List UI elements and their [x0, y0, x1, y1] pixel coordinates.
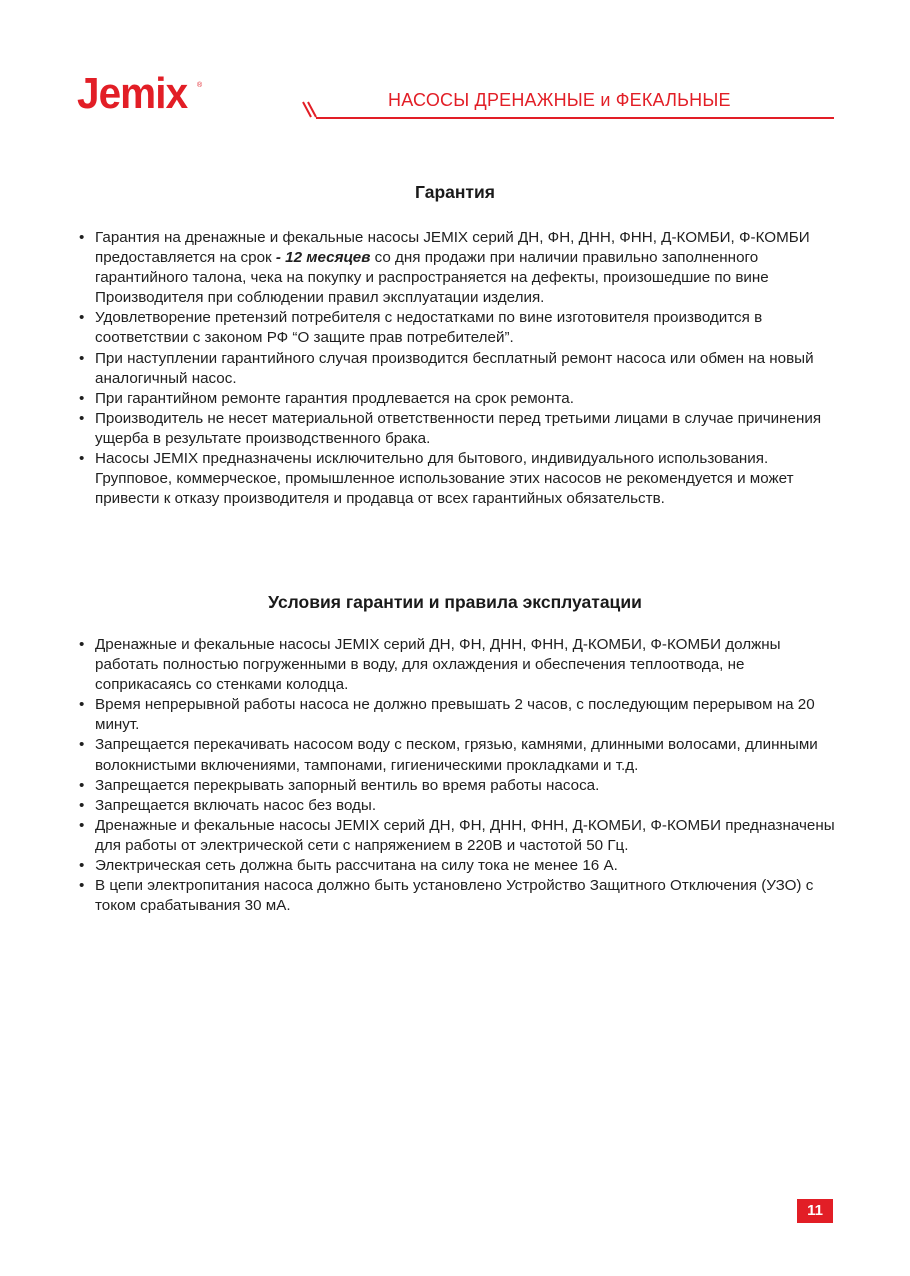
- list-item: • Дренажные и фекальные насосы JEMIX серий ДН, ФН, ДНН, ФНН, Д-КОМБИ, Ф-КОМБИ должны работать полностью погруженными в воду, для охлаждения и обеспечения теплоотвода, не соприкасаясь со стенками колодца.: [95, 635, 845, 695]
- list-item: • Запрещается включать насос без воды.: [95, 796, 845, 816]
- list-item: • При наступлении гарантийного случая производится бесплатный ремонт насоса или обмен на новый аналогичный насос.: [95, 349, 845, 389]
- list-item: • Время непрерывной работы насоса не должно превышать 2 часов, с последующим перерывом на 20 минут.: [95, 695, 845, 735]
- list-item: • Производитель не несет материальной ответственности перед третьими лицами в случае причинения ущерба в результате производственного брака.: [95, 409, 845, 449]
- list-item: • В цепи электропитания насоса должно быть установлено Устройство Защитного Отключения (УЗО) с током срабатывания 30 мА.: [95, 876, 845, 916]
- header-divider: [316, 117, 834, 119]
- section-header-title: НАСОСЫ ДРЕНАЖНЫЕ и ФЕКАЛЬНЫЕ: [388, 90, 731, 110]
- brand-logo: Jemix: [77, 69, 188, 118]
- list-item: • При гарантийном ремонте гарантия продлевается на срок ремонта.: [95, 389, 845, 409]
- list-item: • Дренажные и фекальные насосы JEMIX серий ДН, ФН, ДНН, ФНН, Д-КОМБИ, Ф-КОМБИ предназначены для работы от электрической сети с напряжением в 220В и частотой 50 Гц.: [95, 816, 845, 856]
- list-item-text: со дня продажи при наличии правильно заполненного гарантийного талона, чека на покупку и распространяется на дефекты, произошедшие по вине Производителя при соблюдении правил эксплуатации изделия.: [95, 249, 769, 307]
- warranty-title: Гарантия: [415, 182, 495, 202]
- list-item: [95, 228, 845, 308]
- list-item: • Удовлетворение претензий потребителя с недостатками по вине изготовителя производится в соответствии с законом РФ “О защите прав потребителей”.: [95, 308, 845, 348]
- list-item: • Насосы JEMIX предназначены исключительно для бытового, индивидуального использования. Групповое, коммерческое, промышленное использование этих насосов не рекомендуется и может привести к отказу производителя и продавца от всех гарантийных обязательств.: [95, 449, 845, 509]
- page-number: 11: [797, 1199, 833, 1223]
- conditions-title: Условия гарантии и правила эксплуатации: [268, 592, 642, 612]
- list-item: • Запрещается перекрывать запорный вентиль во время работы насоса.: [95, 776, 845, 796]
- conditions-list: [95, 635, 845, 916]
- warranty-list: [95, 228, 845, 509]
- registered-mark: ®: [197, 82, 203, 89]
- list-item: • Электрическая сеть должна быть рассчитана на силу тока не менее 16 А.: [95, 856, 845, 876]
- warranty-term-emphasis: - 12 месяцев: [275, 249, 371, 267]
- list-item-text: Гарантия на дренажные и фекальные насосы JEMIX серий ДН, ФН, ДНН, ФНН, Д-КОМБИ, Ф-КОМБИ предоставляется на срок: [95, 229, 810, 267]
- list-item: • Запрещается перекачивать насосом воду с песком, грязью, камнями, длинными волосами, длинными волокнистыми включениями, тампонами, гигиеническими прокладками и т.д.: [95, 735, 845, 775]
